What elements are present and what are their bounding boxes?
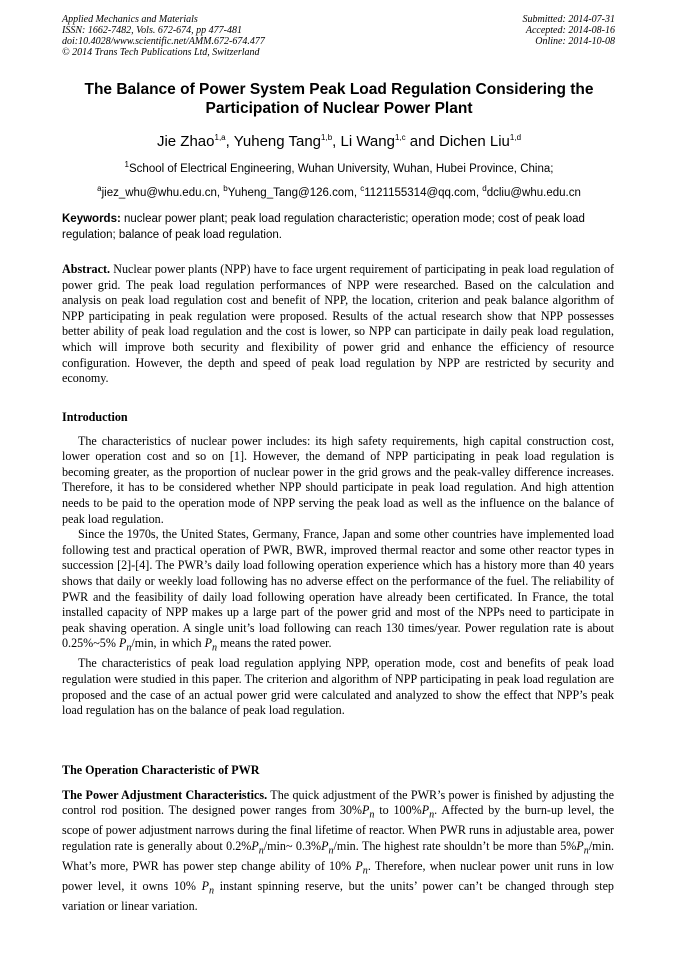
paragraph: The characteristics of nuclear power includes: its high safety requirements, high capital construction cost, lower operation cost and so on [1]. However, the demand of NPP participating in peak load regulation is becoming greater, as the proportion of nuclear power in the grid grows and the peak-valley difference increases. Therefore, it has to be considered whether NPP should participate in peak load regulation. And high attention needs to be paid to the operation mode of NPP serving the peak load as well as the influence on the balance of peak load regulation. xyxy=(62,433,614,526)
keywords xyxy=(62,212,614,243)
affiliation-block xyxy=(62,155,616,203)
email: Yuheng_Tang@126.com xyxy=(227,186,354,199)
paragraph: The characteristics of peak load regulation applying NPP, operation mode, cost and benefits of peak load regulation were studied in this paper. The criterion and algorithm of NPP participating in peak load regulation are proposed and the case of an actual power grid were calculated and analyzed to show the effect that NPP’s peak load regulation has on the balance of peak load regulation. xyxy=(62,656,614,718)
copyright-line: © 2014 Trans Tech Publications Ltd, Switzerland xyxy=(62,47,260,58)
pwr-section xyxy=(62,763,614,914)
email: jiez_whu@whu.edu.cn xyxy=(101,186,217,199)
section-heading: The Operation Characteristic of PWR xyxy=(62,763,260,777)
email: dcliu@whu.edu.cn xyxy=(486,186,581,199)
issn-line: ISSN: 1662-7482, Vols. 672-674, pp 477-481 xyxy=(62,25,242,36)
affiliation: $^1$School of Electrical Engineering, Wuhan University, Wuhan, Hubei Province, China; xyxy=(124,160,554,175)
author-list: Jie Zhao$^{1,a}$, Yuheng Tang$^{1,b}$, Li Wang$^{1,c}$ and Dichen Liu$^{1,d}$ xyxy=(156,133,522,150)
author-sup: 1,b xyxy=(321,133,333,142)
author-name: Li Wang xyxy=(340,133,395,150)
author-sup: 1,c xyxy=(394,133,406,142)
accepted-date: Accepted: 2014-08-16 xyxy=(525,25,615,36)
submitted-date: Submitted: 2014-07-31 xyxy=(522,14,615,25)
paragraph: Since the 1970s, the United States, Germany, France, Japan and some other countries have implemented load following test and practical operation of PWR, BWR, improved thermal reactor and some other reactor types in succession [2]-[4]. The PWR’s daily load following operation experience which has a history more than 40 years shows that daily or weekly load following has no adverse effect on the performance of the fuel. The reliability of PWR and the feasibility of daily load following operation have already been certificated. In France, the total installed capacity of NPP makes up a large part of the power grid and most of the NPPs need to participate in peak shaving operation. A single unit’s load following can reach 130 times/year. Power regulation rate is about 0.25%~5% $P_n/\min$, in which $P_n$ means the rated power. xyxy=(62,527,614,654)
paragraph: The Power Adjustment Characteristics. The quick adjustment of the PWR’s power is finished by adjusting the control rod position. The designed power ranges from $30\%P_n$ to $100\%P_n$. Affected by the burn-up level, the scope of power adjustment narrows during the final lifetime of reactor. When PWR runs in adjustable area, power regulation rate is generally about $0.2\%P_n/\min\sim$ $0.3\%P_n/\min$. The highest rate shouldn’t be more than $5\%P_n/\min$. What’s more, PWR has power step change ability of 10% $P_n$. Therefore, when nuclear power unit runs in low power level, it owns 10% $P_n$ instant spinning reserve, but the units’ power can’t be changed through step variation or linear variation. xyxy=(62,787,615,913)
journal-name: Applied Mechanics and Materials xyxy=(62,14,198,25)
author-sup: 1,a xyxy=(214,133,226,142)
author-sup: 1,d xyxy=(509,133,522,142)
abstract-text: Nuclear power plants (NPP) have to face urgent requirement of participating in peak load regulation of power grid. The peak load regulation performances of NPP were researched. Based on the calculation and analysis on peak load regulation cost and benefit of NPP, the location, criterion and peak balance algorithm of NPP participating in peak regulation were proposed. Results of the actual research show that NPP possesses better ability of peak load regulation and the cost is lower, so NPP can participate in daily peak load regulation, which will improve both security and flexibility of power grid and enhance the efficiency of resource configuration. However, the depth and speed of peak load regulation by NPP are restricted by security and economy. xyxy=(62,262,614,386)
author-name: Dichen Liu xyxy=(439,133,510,150)
abstract-label: Abstract. xyxy=(62,262,111,276)
email: 1121155314@qq.com xyxy=(364,186,476,199)
journal-header-right xyxy=(523,14,616,47)
section-heading: Introduction xyxy=(62,410,128,424)
keywords-text: nuclear power plant; peak load regulation characteristic; operation mode; cost of peak load regulation; balance of peak load regulation. xyxy=(62,213,585,241)
author-name: Yuheng Tang xyxy=(233,133,322,150)
introduction-section xyxy=(62,410,614,719)
email-list: $^a$jiez_whu@whu.edu.cn, $^b$Yuheng_Tang@126.com, $^c$1121155314@qq.com, $^d$dcliu@whu.edu.cn xyxy=(97,183,581,199)
author-name: Jie Zhao xyxy=(156,133,215,150)
online-date: Online: 2014-10-08 xyxy=(535,36,615,47)
subsection-label: The Power Adjustment Characteristics. xyxy=(62,787,268,802)
doi-line: doi:10.4028/www.scientific.net/AMM.672-674.477 xyxy=(62,36,265,47)
journal-header-left xyxy=(62,14,265,58)
keywords-label: Keywords: xyxy=(62,213,121,225)
abstract xyxy=(62,262,614,387)
paper-title: The Balance of Power System Peak Load Regulation Considering the Participation of Nuclear Power Plant xyxy=(84,81,594,117)
